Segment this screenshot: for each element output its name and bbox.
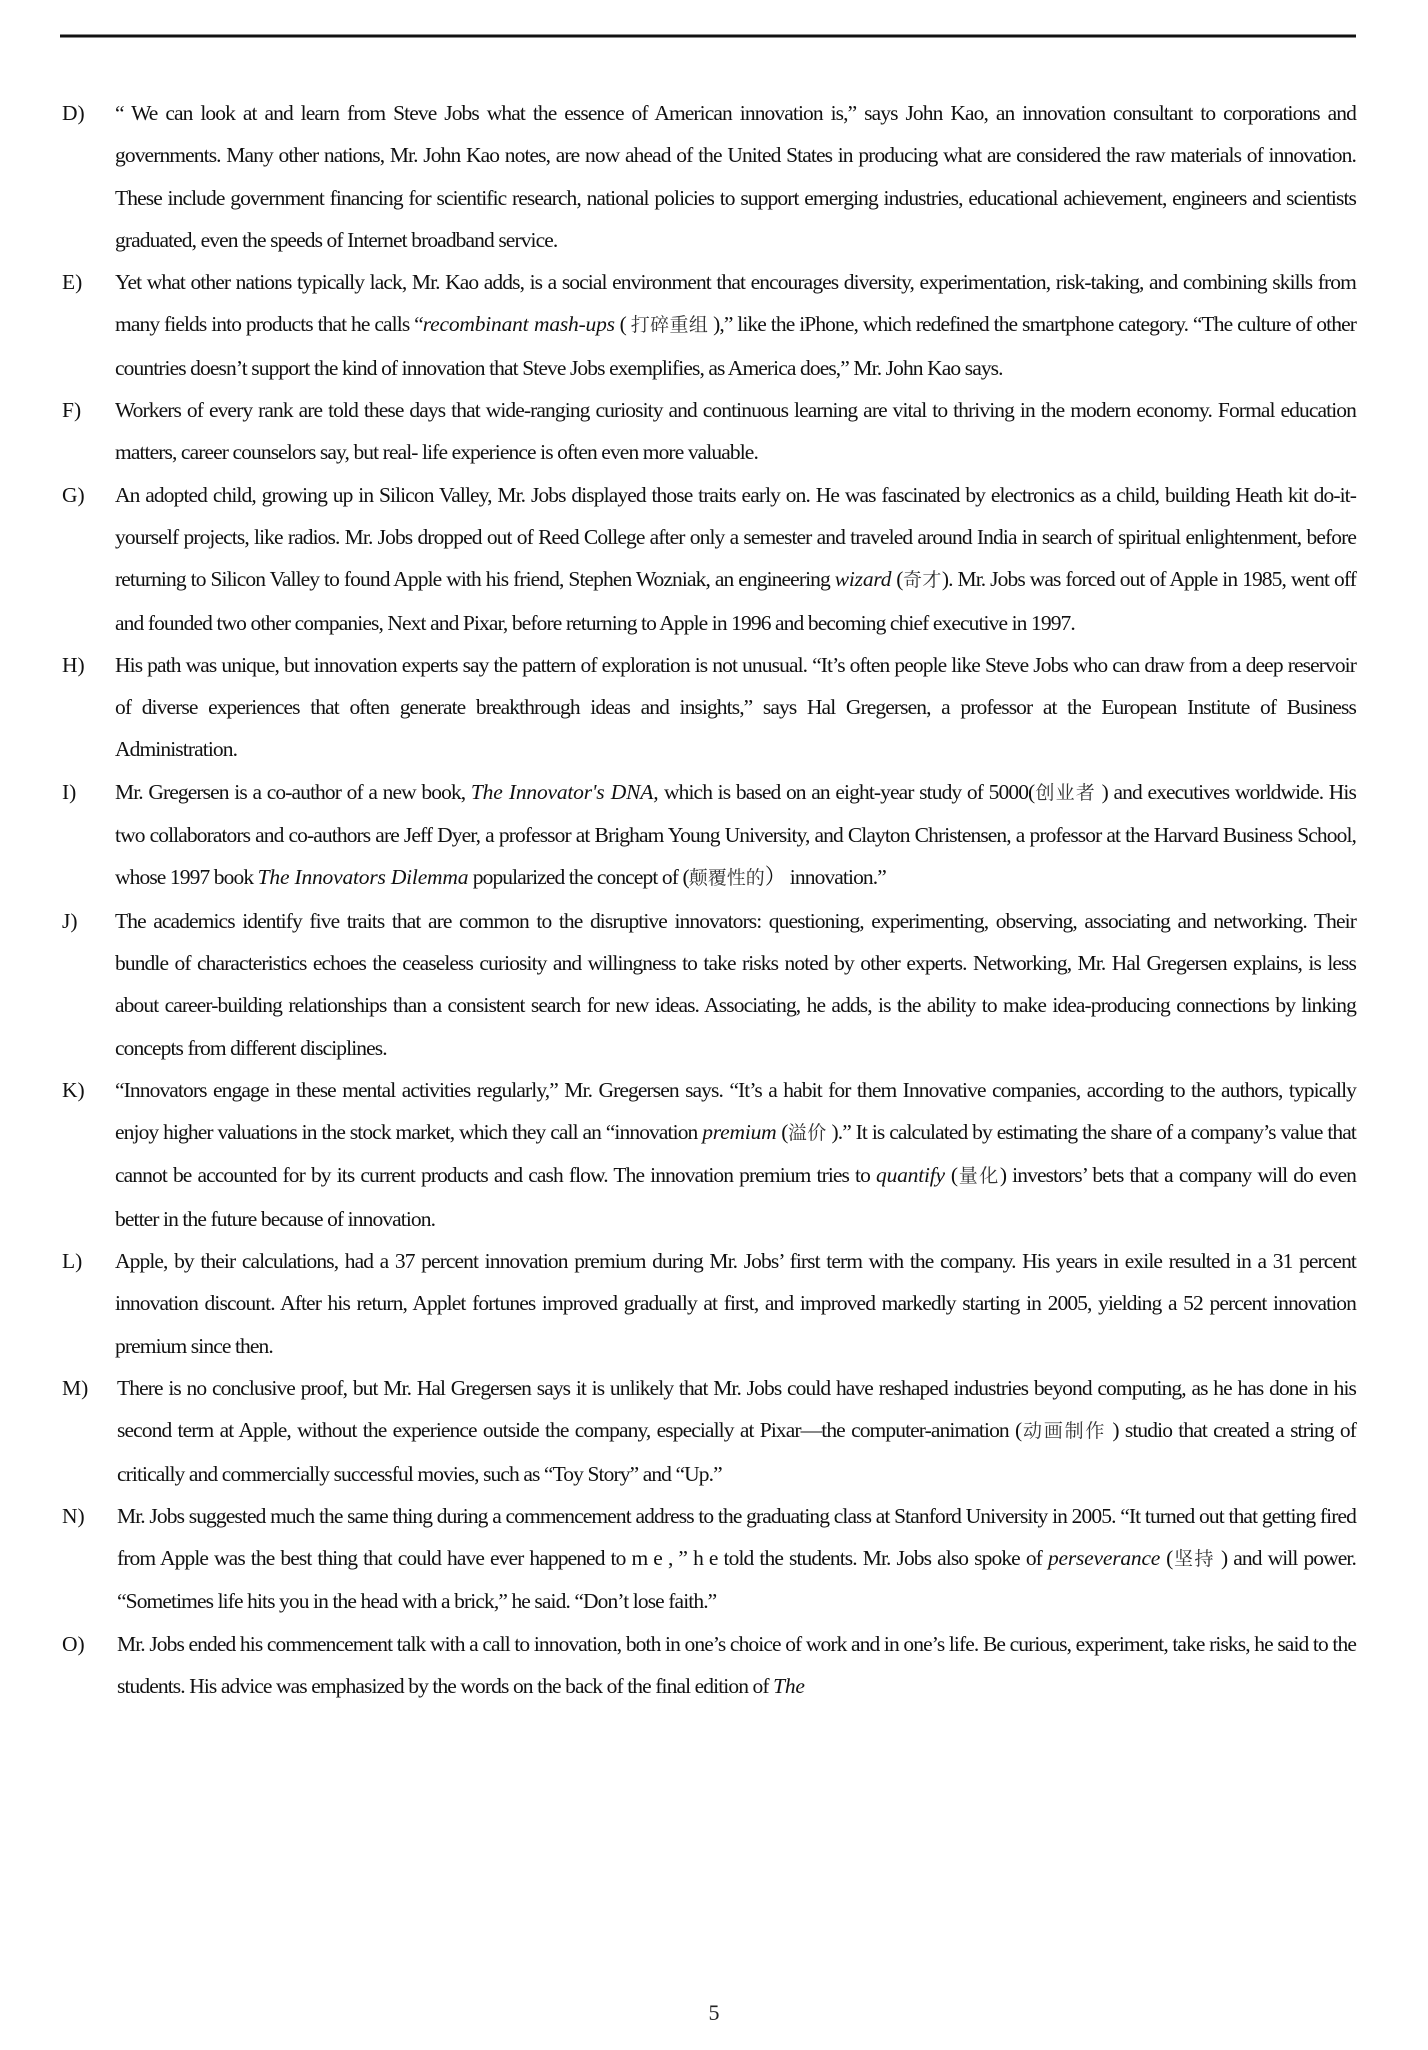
paragraph-text	[115, 1367, 1356, 1495]
text-run: “ We can look at and learn from Steve Jobs what the essence of American innovation is,” says John Kao, an innovation consultant to corporations and governments. Many other nations, Mr. John Kao notes, are now ahead of the United States in producing what are considered the raw materials of innovation. These include government financing for scientific research, national policies to support emerging industries, educational achievement, engineers and scientists graduated, even the speeds of Internet broadband service.	[115, 101, 1356, 252]
chinese-gloss: 动画制作	[1021, 1420, 1107, 1443]
paragraph-label: D)	[62, 101, 85, 125]
chinese-gloss: 打碎重组	[630, 314, 709, 337]
paragraph-h	[62, 644, 1356, 771]
text-run: ) studio that created a string of critically and commercially successful movies, such as “Toy Story” and “Up.”	[117, 1418, 1356, 1486]
paragraph-label: F)	[62, 398, 82, 423]
text-run: Workers of every rank are told these days that wide-ranging curiosity and continuous learning are vital to thriving in the modern economy. Formal education matters, career counselors say, but real- life experience is often even more valuable.	[115, 398, 1356, 465]
text-run: “Innovators engage in these mental activities regularly,” Mr. Gregersen says. “It’s a habit for them Innovative companies, according to the authors, typically enjoy higher valuations in the stock market, which they call an “innovation	[115, 1077, 1356, 1145]
text-run: Apple, by their calculations, had a 37 percent innovation premium during Mr. Jobs’ first term with the company. His years in exile resulted in a 31 percent innovation discount. After his return, Applet fortunes improved gradually at first, and improved markedly starting in 2005, yielding a 52 percent innovation premium since then.	[115, 1249, 1356, 1358]
paragraph-text	[115, 474, 1356, 644]
text-run: ) and executives worldwide. His two collaborators and co-authors are Jeff Dyer, a professor at Brigham Young University, and Clayton Christensen, a professor at the Harvard Business School, whose 1997 book	[115, 779, 1356, 890]
text-run: ） innovation.”	[764, 865, 886, 890]
text-run: ) and will power. “Sometimes life hits you in the head with a brick,” he said. “Don’t lose faith.”	[117, 1546, 1356, 1614]
italic-term: premium	[702, 1120, 777, 1145]
paragraph-text	[115, 1240, 1356, 1367]
paragraph-n	[62, 1495, 1356, 1623]
chinese-gloss: 颠覆性的	[688, 867, 765, 890]
chinese-gloss: 创业者	[1034, 781, 1096, 804]
paragraph-m	[62, 1367, 1356, 1495]
paragraph-text	[115, 1623, 1356, 1708]
text-run: Mr. Jobs suggested much the same thing during a commencement address to the graduating class at Stanford University in 2005. “It turned out that getting fired from Apple was the best thing that could have ever happened to m e , ” h e told the students. Mr. Jobs also spoke of	[117, 1503, 1356, 1571]
paragraph-label: L)	[62, 1249, 83, 1274]
paragraph-text	[115, 900, 1356, 1069]
paragraph-text	[115, 261, 1356, 389]
chinese-gloss: 溢价	[787, 1122, 827, 1145]
text-run: His path was unique, but innovation experts say the pattern of exploration is not unusual. “It’s often people like Steve Jobs who can draw from a deep reservoir of diverse experiences that often generate breakthrough ideas and insights,” says Hal Gregersen, a professor at the European Institute of Business Administration.	[115, 652, 1356, 762]
paragraph-label: H)	[62, 652, 85, 677]
document-body	[62, 92, 1356, 1707]
text-run: ) investors’ bets that a company will do even better in the future because of innovation.	[115, 1163, 1356, 1231]
paragraph-label: G)	[62, 482, 85, 507]
page-number: 5	[708, 2000, 720, 2025]
text-run: The academics identify five traits that are common to the disruptive innovators: questioning, experimenting, observing, associating and networking. Their bundle of characteristics echoes the ceaseless curiosity and willingness to take risks noted by other experts. Networking, Mr. Hal Gregersen explains, is less about career-building relationships than a consistent search for new ideas. Associating, he adds, is the ability to make idea-producing connections by linking concepts from different disciplines.	[115, 908, 1356, 1060]
paragraph-g	[62, 474, 1356, 644]
italic-term: wizard	[834, 567, 892, 592]
paragraph-label: E)	[62, 270, 83, 295]
paragraph-label: O)	[62, 1631, 85, 1656]
text-run: Yet what other nations typically lack, Mr. Kao adds, is a social environment that encourages diversity, experimentation, risk-taking, and combining skills from many fields into products that he calls “	[115, 270, 1356, 337]
italic-term: recombinant mash-ups	[422, 312, 615, 337]
paragraph-j	[62, 900, 1356, 1069]
paragraph-text	[115, 771, 1356, 900]
paragraph-text	[115, 644, 1356, 771]
chinese-gloss: 量化	[957, 1165, 1000, 1188]
text-run: Mr. Jobs ended his commencement talk with a call to innovation, both in one’s choice of work and in one’s life. Be curious, experiment, take risks, he said to the students. His advice was emphasized by the words on the back of the final edition of	[117, 1631, 1356, 1698]
paragraph-f	[62, 389, 1356, 474]
paragraph-k	[62, 1069, 1356, 1240]
text-run: ).” It is calculated by estimating the share of a company’s value that cannot be accounted for by its current products and cash flow. The innovation premium tries to	[115, 1120, 1356, 1188]
text-run: ),” like the iPhone, which redefined the smartphone category. “The culture of other countries doesn’t support the kind of innovation that Steve Jobs exemplifies, as America does,” Mr. John Kao says.	[115, 312, 1356, 380]
italic-term: perseverance	[1047, 1546, 1161, 1571]
paragraph-label: J)	[62, 908, 78, 933]
paragraph-o	[62, 1623, 1356, 1708]
paragraph-text	[115, 389, 1356, 474]
text-run: (	[891, 567, 903, 592]
italic-term: quantify	[876, 1163, 945, 1188]
italic-term: The Innovators Dilemma	[257, 865, 469, 890]
text-run: which is based on an eight-year study of 5000(	[658, 779, 1035, 804]
paragraph-i	[62, 771, 1356, 900]
italic-term: The	[773, 1673, 805, 1698]
italic-term: The Innovator's DNA,	[470, 779, 659, 804]
paragraph-label: I)	[62, 779, 77, 804]
chinese-gloss: 坚持	[1172, 1548, 1215, 1571]
paragraph-label: M)	[62, 1375, 89, 1400]
paragraph-l	[62, 1240, 1356, 1367]
text-run: ). Mr. Jobs was forced out of Apple in 1985, went off and founded two other companies, Next and Pixar, before returning to Apple in 1996 and becoming chief executive in 1997.	[115, 567, 1356, 635]
text-run: popularized the concept of (	[468, 865, 689, 890]
paragraph-text	[115, 1069, 1356, 1240]
text-run: Mr. Gregersen is a co-author of a new book,	[115, 779, 471, 804]
text-run: (	[1160, 1546, 1173, 1571]
text-run: (	[614, 312, 631, 337]
text-run: There is no conclusive proof, but Mr. Hal Gregersen says it is unlikely that Mr. Jobs could have reshaped industries beyond computing, as he has done in his second term at Apple, without the experience outside the company, especially at Pixar—the computer-animation (	[117, 1375, 1356, 1443]
chinese-gloss: 奇才	[902, 569, 942, 592]
paragraph-text	[115, 92, 1356, 261]
paragraph-label: K)	[62, 1077, 85, 1102]
header-rule	[60, 35, 1356, 37]
paragraph-d	[62, 92, 1356, 261]
paragraph-text	[115, 1495, 1356, 1623]
text-run: (	[944, 1163, 958, 1188]
text-run: An adopted child, growing up in Silicon Valley, Mr. Jobs displayed those traits early on. He was fascinated by electronics as a child, building Heath kit do-it-yourself projects, like radios. Mr. Jobs dropped out of Reed College after only a semester and traveled around India in search of spiritual enlightenment, before returning to Silicon Valley to found Apple with his friend, Stephen Wozniak, an engineering	[115, 482, 1356, 592]
paragraph-label: N)	[62, 1503, 85, 1528]
text-run: (	[776, 1120, 788, 1145]
paragraph-e	[62, 261, 1356, 389]
